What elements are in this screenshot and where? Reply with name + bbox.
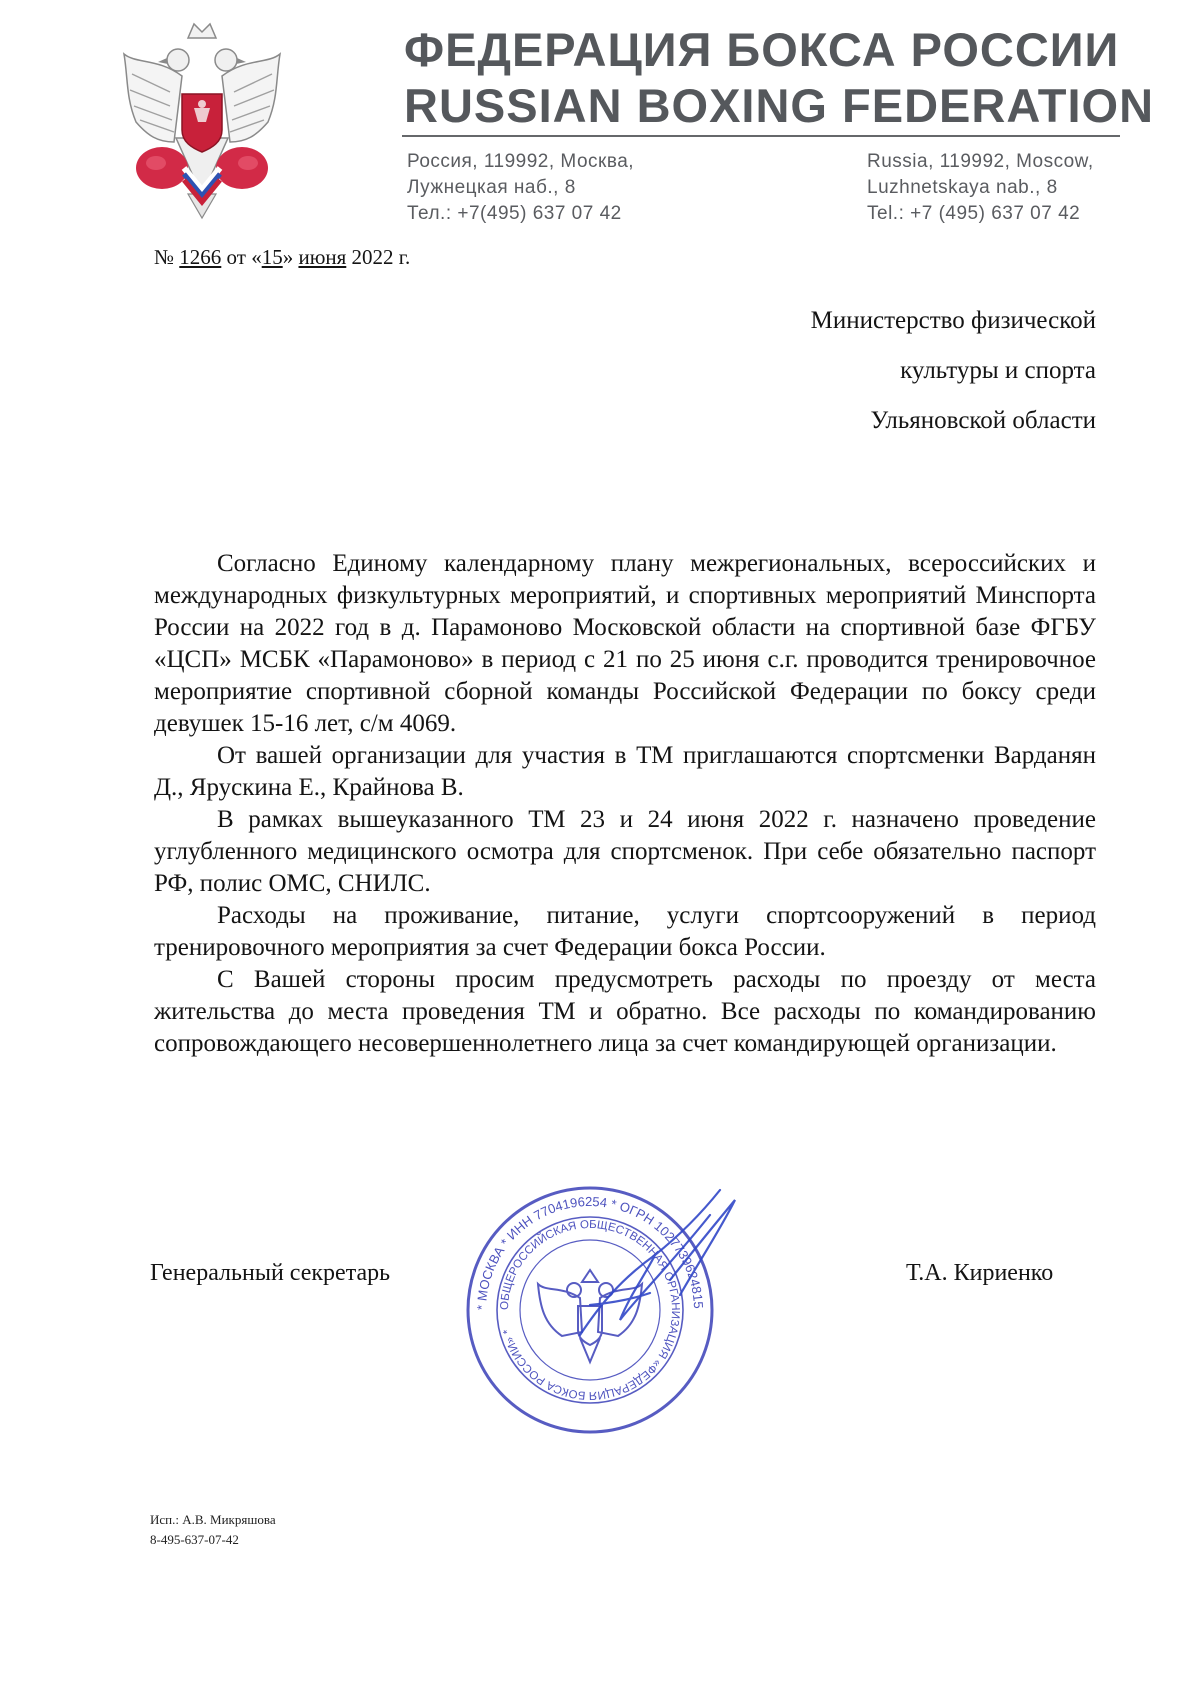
reg-number: 1266 bbox=[179, 245, 222, 269]
registration-line bbox=[154, 245, 410, 270]
recipient-line: Министерство физической bbox=[810, 307, 1096, 334]
address-ru-line: Россия, 119992, Москва, bbox=[407, 151, 635, 172]
body-paragraph: С Вашей стороны просим предусмотреть расходы по проезду от места жительства до места проведения ТМ и обратно. Все расходы по командированию сопровождающего несовершеннолетнего лица за счет командирующей организации. bbox=[154, 966, 1096, 1057]
signature-icon bbox=[560, 1185, 770, 1345]
signatory-name: Т.А. Кириенко bbox=[906, 1260, 1054, 1286]
reg-from: от « bbox=[226, 245, 262, 269]
federation-title-ru: ФЕДЕРАЦИЯ БОКСА РОССИИ bbox=[404, 23, 1120, 76]
double-headed-eagle-icon bbox=[118, 18, 286, 223]
executor-name: Исп.: А.В. Микряшова bbox=[150, 1512, 276, 1527]
body-paragraph: В рамках вышеуказанного ТМ 23 и 24 июня 2022 г. назначено проведение углубленного медицинского осмотра для спортсменок. При себе обязательно паспорт РФ, полис ОМС, СНИЛС. bbox=[154, 806, 1096, 897]
recipient-line: культуры и спорта bbox=[900, 357, 1096, 384]
recipient-line: Ульяновской области bbox=[870, 407, 1096, 434]
body-paragraph: От вашей организации для участия в ТМ приглашаются спортсменки Варданян Д., Ярускина Е., Крайнова В. bbox=[154, 742, 1096, 801]
address-en-line: Russia, 119992, Moscow, bbox=[867, 151, 1094, 172]
handwritten-signature bbox=[560, 1185, 770, 1345]
reg-prefix: № bbox=[154, 245, 175, 269]
federation-title-en: RUSSIAN BOXING FEDERATION bbox=[404, 79, 1155, 132]
address-ru-line: Лужнецкая наб., 8 bbox=[407, 177, 576, 198]
reg-month: июня bbox=[298, 245, 347, 269]
letter-body bbox=[154, 548, 1096, 1060]
address-en-line: Luzhnetskaya nab., 8 bbox=[867, 177, 1058, 198]
reg-year: 2022 г. bbox=[351, 245, 411, 269]
letterhead-divider bbox=[402, 135, 1120, 137]
reg-day: 15 bbox=[261, 245, 283, 269]
federation-emblem bbox=[118, 18, 286, 223]
reg-close-quote: » bbox=[282, 245, 294, 269]
seal-inner-text: ОБЩЕРОССИЙСКАЯ ОБЩЕСТВЕННАЯ ОРГАНИЗАЦИЯ «ФЕДЕРАЦИЯ БОКСА РОССИИ» * bbox=[498, 1218, 682, 1402]
seal-outer-text: * МОСКВА * ИНН 7704196254 * ОГРН 1027739624815 bbox=[473, 1193, 707, 1311]
address-ru bbox=[407, 149, 634, 227]
address-en-line: Tel.: +7 (495) 637 07 42 bbox=[867, 203, 1081, 224]
signatory-title: Генеральный секретарь bbox=[150, 1260, 391, 1286]
recipient-block bbox=[811, 296, 1096, 446]
address-en bbox=[867, 149, 1094, 227]
address-ru-line: Тел.: +7(495) 637 07 42 bbox=[407, 203, 622, 224]
executor-phone: 8-495-637-07-42 bbox=[150, 1532, 239, 1547]
body-paragraph: Согласно Единому календарному плану межрегиональных, всероссийских и международных физкультурных мероприятий, и спортивных мероприятий Минспорта России на 2022 год в д. Парамоново Московской области на спортивной базе ФГБУ «ЦСП» МСБК «Парамоново» в период с 21 по 25 июня с.г. проводится тренировочное мероприятие спортивной сборной команды Российской Федерации по боксу среди девушек 15-16 лет, с/м 4069. bbox=[154, 550, 1096, 737]
body-paragraph: Расходы на проживание, питание, услуги спортсооружений в период тренировочного мероприятия за счет Федерации бокса России. bbox=[154, 902, 1096, 961]
